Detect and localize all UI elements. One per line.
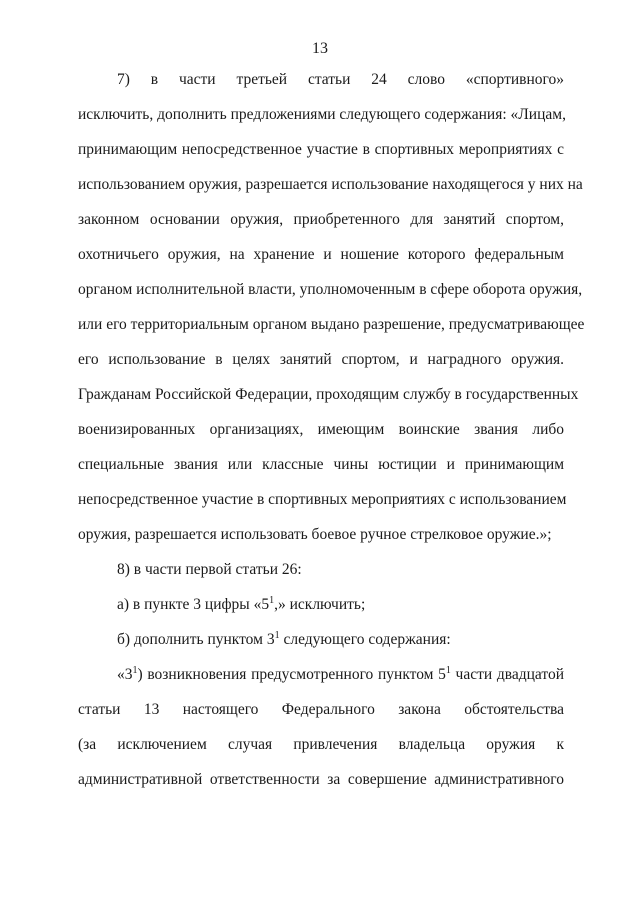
text-line: специальные звания или классные чины юстиции и принимающим — [78, 456, 564, 473]
text-line: принимающим непосредственное участие в спортивных мероприятиях с — [78, 141, 564, 158]
list-item-a: а) в пункте 3 цифры «$5^1$,» исключить; — [117, 595, 366, 613]
text-line: охотничьего оружия, на хранение и ношение которого федеральным — [78, 246, 564, 263]
text-line: использованием оружия, разрешается использование находящегося у них на — [78, 176, 583, 193]
text-line: Гражданам Российской Федерации, проходящим службу в государственных — [78, 386, 579, 403]
text-line: непосредственное участие в спортивных мероприятиях с использованием — [78, 491, 567, 508]
text-line: или его территориальным органом выдано разрешение, предусматривающее — [78, 316, 585, 333]
text-line: (за исключением случая привлечения владельца оружия к — [78, 736, 564, 753]
text-line: 7) в части третьей статьи 24 слово «спортивного» — [117, 71, 564, 88]
text-line: оружия, разрешается использовать боевое ручное стрелковое оружие.»; — [78, 526, 552, 543]
page-number: 13 — [312, 40, 328, 57]
text-line: законном основании оружия, приобретенного для занятий спортом, — [78, 211, 564, 228]
text-line: исключить, дополнить предложениями следующего содержания: «Лицам, — [78, 106, 566, 123]
list-item-8: 8) в части первой статьи 26: — [117, 561, 302, 578]
text-line: его использование в целях занятий спортом, и наградного оружия. — [78, 351, 564, 368]
list-item-b: б) дополнить пунктом $3^1$ следующего содержания: — [117, 630, 451, 648]
text-line: административной ответственности за совершение административного — [78, 771, 564, 788]
text-line: статьи 13 настоящего Федерального закона обстоятельства — [78, 701, 564, 718]
text-line: органом исполнительной власти, уполномоченным в сфере оборота оружия, — [78, 281, 583, 298]
quoted-item-3-1: «$3^1$) возникновения предусмотренного пунктом $5^1$ части двадцатой — [117, 665, 564, 683]
text-line: военизированных организациях, имеющим воинские звания либо — [78, 421, 564, 438]
